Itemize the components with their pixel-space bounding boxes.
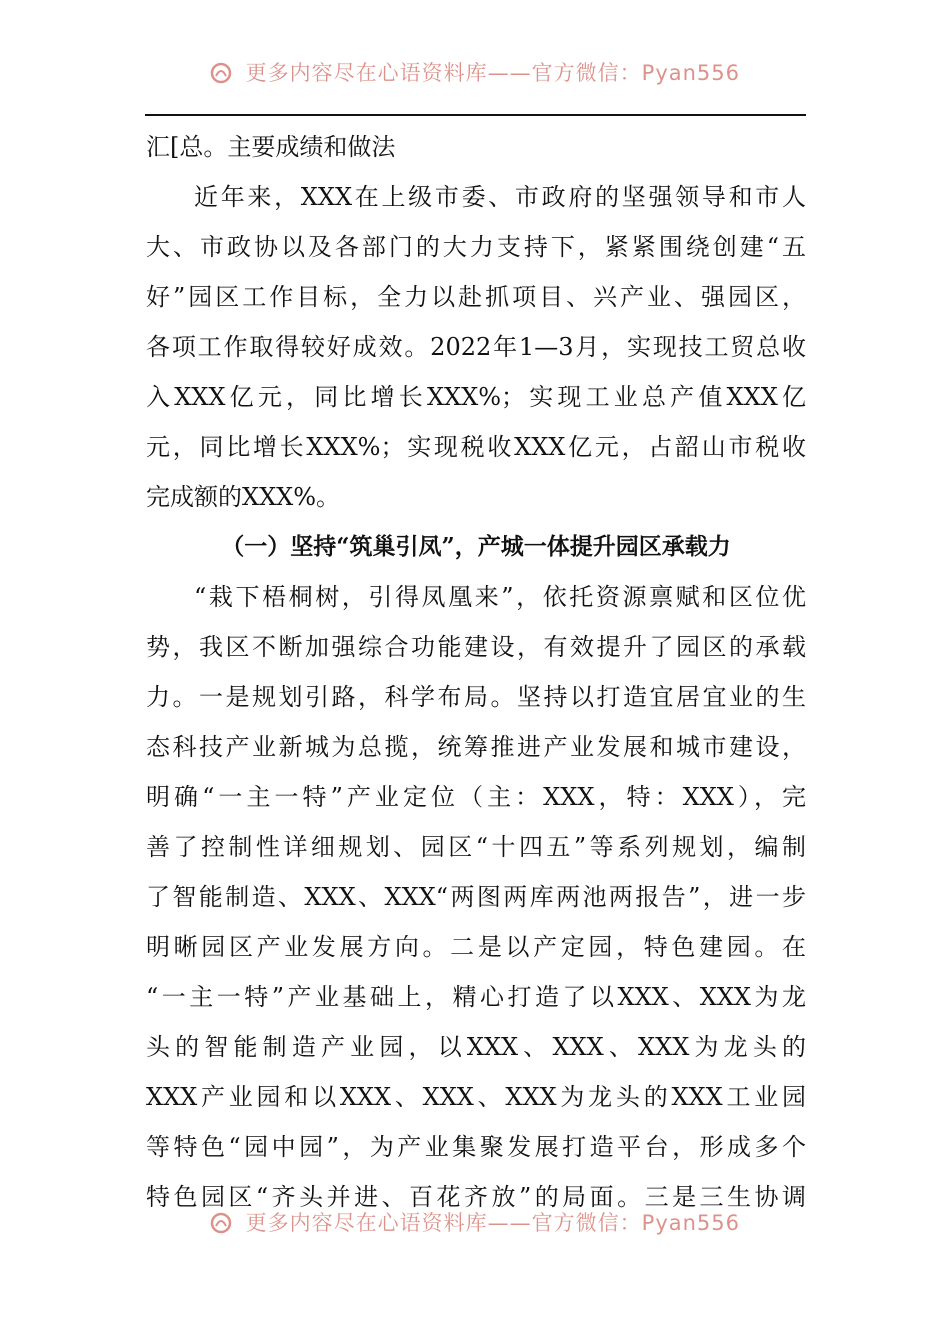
text-line: 力。一是规划引路，科学布局。坚持以打造宜居宜业的生 (146, 683, 806, 711)
header-watermark (0, 57, 950, 87)
text-line: 元，同比增长XXX%；实现税收XXX亿元，占韶山市税收 (146, 433, 806, 461)
text-line: 明晰园区产业发展方向。二是以产定园，特色建园。在 (146, 933, 806, 961)
text-line: 特色园区“齐头并进、百花齐放”的局面。三是三生协调 (146, 1183, 806, 1211)
text-line: “栽下梧桐树，引得凤凰来”，依托资源禀赋和区位优 (194, 583, 806, 611)
text-line: XXX产业园和以XXX、XXX、XXX为龙头的XXX工业园 (146, 1083, 806, 1111)
text-line: 等特色“园中园”，为产业集聚发展打造平台，形成多个 (146, 1133, 806, 1161)
brand-logo-icon (210, 1212, 232, 1234)
text-line: 了智能制造、XXX、XXX“两图两库两池两报告”，进一步 (146, 883, 806, 911)
text-line: 近年来，XXX在上级市委、市政府的坚强领导和市人 (194, 183, 806, 211)
text-line: 善了控制性详细规划、园区“十四五”等系列规划，编制 (146, 833, 806, 861)
header-divider (145, 114, 806, 116)
text-line: 头的智能制造产业园，以XXX、XXX、XXX为龙头的 (146, 1033, 806, 1061)
text-line: 汇[总。主要成绩和做法 (146, 133, 396, 161)
text-line: 入XXX亿元，同比增长XXX%；实现工业总产值XXX亿 (146, 383, 806, 411)
text-line: 明确“一主一特”产业定位（主：XXX，特：XXX），完 (146, 783, 806, 811)
text-line: 大、市政协以及各部门的大力支持下，紧紧围绕创建“五 (146, 233, 806, 261)
text-line: 态科技产业新城为总揽，统筹推进产业发展和城市建设， (146, 733, 806, 761)
document-body (146, 122, 806, 1222)
footer-watermark (0, 1207, 950, 1237)
watermark-text: 更多内容尽在心语资料库——官方微信：Pyan556 (245, 61, 741, 85)
text-line: 势，我区不断加强综合功能建设，有效提升了园区的承载 (146, 633, 806, 661)
text-line: 好”园区工作目标，全力以赴抓项目、兴产业、强园区， (146, 283, 806, 311)
brand-logo-icon (210, 62, 232, 84)
text-line: 各项工作取得较好成效。2022年1—3月，实现技工贸总收 (146, 333, 806, 361)
watermark-text: 更多内容尽在心语资料库——官方微信：Pyan556 (245, 1211, 741, 1235)
section-heading: （一）坚持“筑巢引凤”，产城一体提升园区承载力 (221, 533, 731, 560)
text-line: 完成额的XXX%。 (146, 483, 341, 511)
text-line: “一主一特”产业基础上，精心打造了以XXX、XXX为龙 (146, 983, 806, 1011)
